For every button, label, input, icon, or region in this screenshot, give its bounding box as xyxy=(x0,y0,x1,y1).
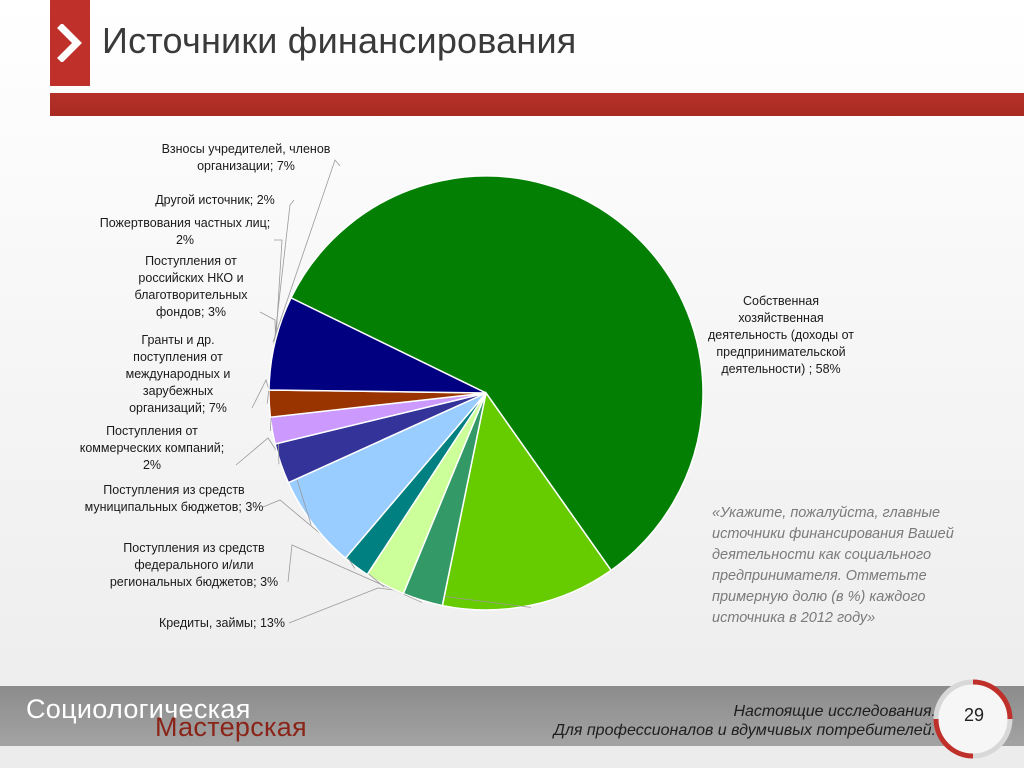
header-chevron-box xyxy=(50,0,90,86)
title-underline-bar xyxy=(50,93,1024,116)
page-number: 29 xyxy=(963,705,985,725)
slice-label: Собственная хозяйственная деятельность (доходы от предпринимательской деятельности) ; 58% xyxy=(708,294,854,376)
slice-label: Кредиты, займы; 13% xyxy=(158,616,285,630)
brand-name-line2: Мастерская xyxy=(155,712,307,742)
slice-label: Поступления от коммерческих компаний; 2% xyxy=(79,424,225,472)
brand-name-line1: Социологическая xyxy=(26,694,251,724)
slice-label: Гранты и др. поступления от международных и зарубежных организаций; 7% xyxy=(125,333,231,415)
slice-label: Поступления от российских НКО и благотворительных фондов; 3% xyxy=(134,254,248,319)
slice-label: Поступления из средств муниципальных бюджетов; 3% xyxy=(84,483,264,514)
page-title: Источники финансирования xyxy=(102,20,577,61)
footer-tagline xyxy=(554,702,936,740)
tagline-line1: Настоящие исследования. xyxy=(733,703,936,720)
tagline-line2: Для профессионалов и вдумчивых потребителей. xyxy=(553,722,936,739)
survey-question-quote: «Укажите, пожалуйста, главные источники финансирования Вашей деятельности как социального предпринимателя. Отметьте примерную долю (в %) каждого источника в 2012 году» xyxy=(712,505,954,626)
slice-label: Поступления из средств федерального и/или региональных бюджетов; 3% xyxy=(109,541,279,589)
slice-label: Взносы учредителей, членов организации; 7% xyxy=(161,142,331,173)
footer-strip xyxy=(0,746,1024,768)
slice-label: Пожертвования частных лиц; 2% xyxy=(99,216,271,247)
slice-label: Другой источник; 2% xyxy=(155,193,275,207)
chevron-right-icon xyxy=(55,24,85,62)
